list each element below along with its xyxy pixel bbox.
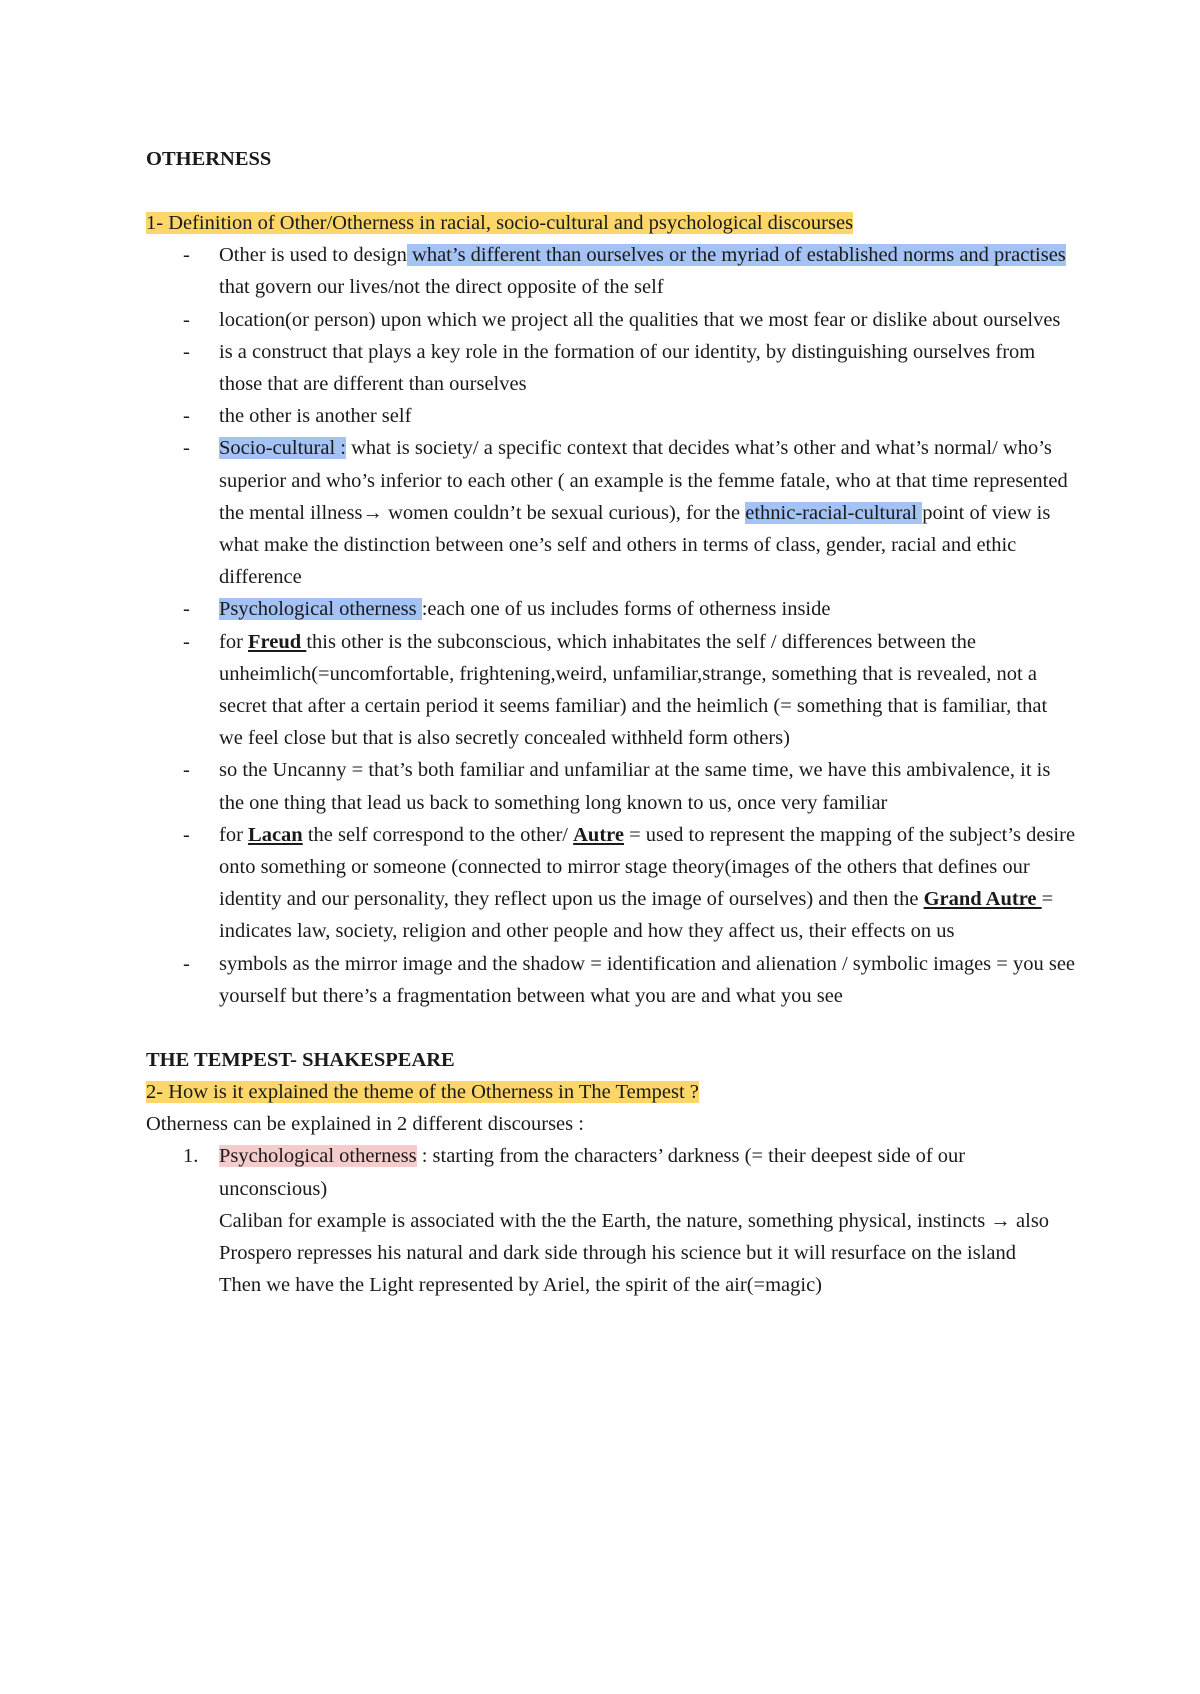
text-run: for xyxy=(219,823,249,846)
text-run: the other is another self xyxy=(219,405,412,428)
text-run: is a construct that plays a key role in the formation of our identity, by distinguishing ourselves from those that are different than ourselves xyxy=(219,340,1036,396)
bold-underlined-term: Grand Autre xyxy=(923,888,1042,911)
numbered-list xyxy=(146,1140,1076,1301)
question-1-highlight: 1- Definition of Other/Otherness in racial, socio-cultural and psychological discourses xyxy=(146,212,854,234)
list-item xyxy=(146,593,1076,625)
text-run: location(or person) upon which we project all the qualities that we most fear or dislike about ourselves xyxy=(219,308,1061,331)
question-2-highlight: 2- How is it explained the theme of the Otherness in The Tempest ? xyxy=(146,1081,699,1104)
text-run: = used to represent the mapping of the subject’s desire onto something or someone (connected to mirror stage theory(images of the others that defines our identity and our personality, they reflect upon us the image of ourselves) and then the xyxy=(219,823,1076,911)
question-1 xyxy=(146,207,1076,239)
blue-highlight: what’s different than ourselves or the myriad of established norms and practises xyxy=(406,244,1066,267)
document-page xyxy=(146,143,1076,1302)
blue-highlight: Psychological otherness xyxy=(219,598,422,621)
numbered-item xyxy=(146,1140,1076,1301)
text-run: point of view is what make the distinction between one’s self and others in terms of class, gender, racial and ethic difference xyxy=(219,501,1051,589)
spacer xyxy=(146,175,1076,207)
text-run: for xyxy=(219,630,249,653)
text-run: this other is the subconscious, which inhabitates the self / differences between the unheimlich(=uncomfortable, frightening,weird, unfamiliar,strange, something that is revealed, not a secret that after a certain period it seems familiar) and the heimlich (= something that is familiar, that we feel close but that is also secretly concealed withheld form others) xyxy=(219,630,1048,750)
spacer xyxy=(146,1012,1076,1044)
list-item xyxy=(146,239,1076,303)
list-item xyxy=(146,819,1076,948)
list-item xyxy=(146,400,1076,432)
definition-list xyxy=(146,239,1076,1012)
text-run: so the Uncanny = that’s both familiar and unfamiliar at the same time, we have this ambivalence, it is the one thing that lead us back to something long known to us, once very familiar xyxy=(219,759,1051,814)
blue-highlight: ethnic-racial-cultural xyxy=(745,501,923,524)
text-run: that govern our lives/not the direct opposite of the self xyxy=(219,276,664,299)
list-item xyxy=(146,336,1076,400)
text-run: the self correspond to the other/ xyxy=(302,823,574,846)
blue-highlight: Socio-cultural : xyxy=(219,437,346,460)
list-item xyxy=(146,948,1076,1012)
bold-underlined-term: Freud xyxy=(248,630,307,653)
section-title-otherness: OTHERNESS xyxy=(146,148,272,170)
text-run: = indicates law, society, religion and other people and how they affect us, their effects on us xyxy=(219,888,1054,943)
text-run: :each one of us includes forms of otherness inside xyxy=(421,598,831,621)
list-item xyxy=(146,626,1076,755)
section-title-tempest: THE TEMPEST- SHAKESPEARE xyxy=(146,1049,455,1072)
text-run: Other is used to design xyxy=(219,244,407,267)
question-2 xyxy=(146,1076,1076,1108)
list-item xyxy=(146,304,1076,336)
text-run: symbols as the mirror image and the shadow = identification and alienation / symbolic images = you see yourself but there’s a fragmentation between what you are and what you see xyxy=(219,952,1076,1007)
paragraph: Caliban for example is associated with the the Earth, the nature, something physical, instincts → also Prospero represses his natural and dark side through his science but it will resurface on the island xyxy=(219,1209,1050,1265)
paragraph: Then we have the Light represented by Ariel, the spirit of the air(=magic) xyxy=(219,1274,822,1297)
text-run: what is society/ a specific context that decides what’s other and what’s normal/ who’s superior and who’s inferior to each other ( an example is the femme fatale, who at that time represented the mental illness→ women couldn’t be sexual curious), for the xyxy=(219,437,1068,524)
list-item xyxy=(146,754,1076,818)
intro-line: Otherness can be explained in 2 different discourses : xyxy=(146,1113,584,1136)
list-item xyxy=(146,432,1076,593)
text-run: : starting from the characters’ darkness (= their deepest side of our unconscious) xyxy=(219,1145,966,1200)
pink-highlight: Psychological otherness xyxy=(219,1145,417,1168)
list-number: 1. xyxy=(183,1145,199,1168)
bold-underlined-term: Lacan xyxy=(248,823,303,846)
bold-underlined-term: Autre xyxy=(573,823,624,846)
